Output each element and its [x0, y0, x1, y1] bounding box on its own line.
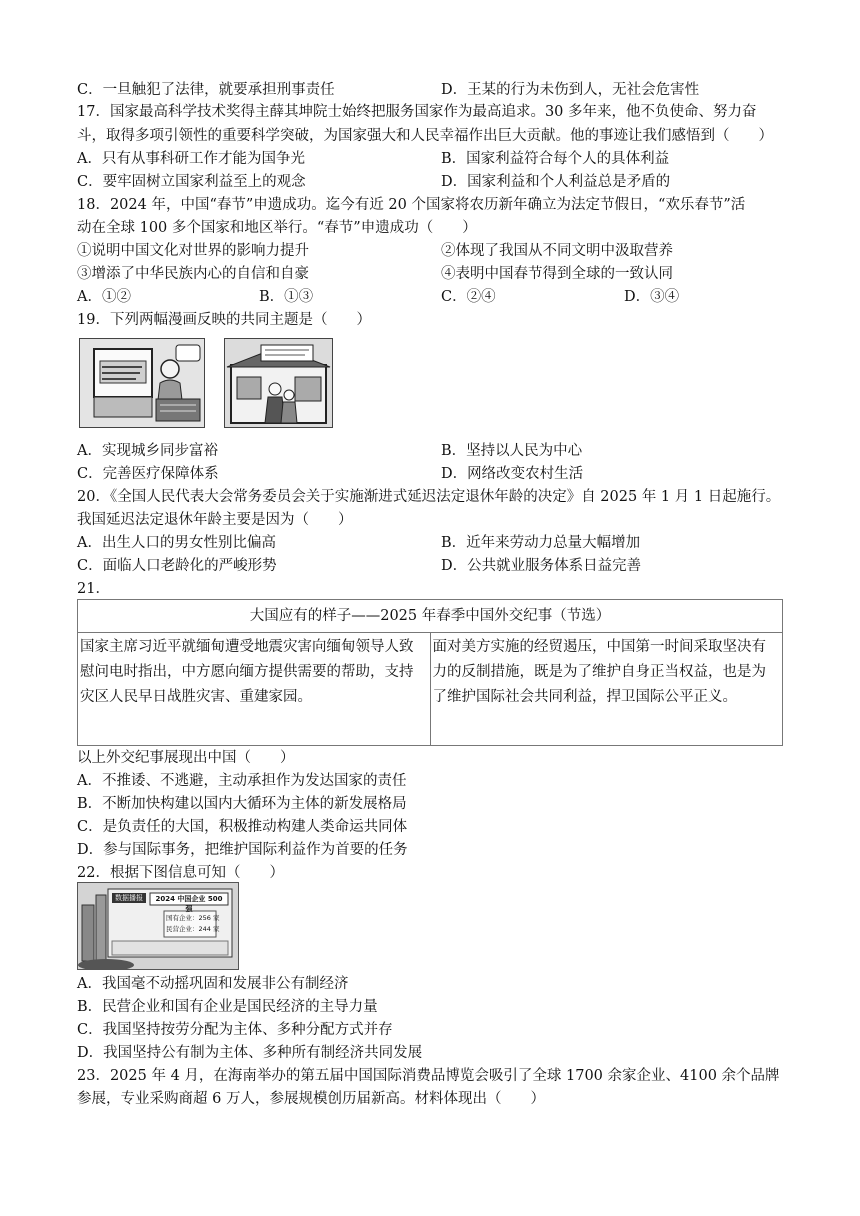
- q17-option-b: B．国家利益符合每个人的具体利益: [441, 151, 670, 167]
- q18-option-b: B．①③: [259, 289, 314, 305]
- cartoon-right-image: [224, 338, 333, 428]
- q18-item-4: ④表明中国春节得到全球的一致认同: [441, 266, 673, 282]
- q21-option-b: B．不断加快构建以国内大循环为主体的新发展格局: [77, 796, 407, 812]
- q17-stem-line1: 17．国家最高科学技术奖得主薛其坤院士始终把服务国家作为最高追求。30 多年来，他不负使命、努力奋: [77, 104, 757, 120]
- q19-stem: 19．下列两幅漫画反映的共同主题是（ ）: [77, 312, 371, 328]
- q21-stem: 以上外交纪事展现出中国（ ）: [77, 750, 295, 766]
- image-title: 2024 中国企业 500 强: [155, 895, 223, 913]
- table-cell-right: 面对美方实施的经贸遏压，中国第一时间采取坚决有力的反制措施，既是为了维护自身正当权益，也是为了维护国际社会共同利益，捍卫国际公平正义。: [430, 633, 783, 746]
- q18-item-3: ③增添了中华民族内心的自信和自豪: [77, 266, 309, 282]
- enterprise-500-image: [77, 882, 239, 970]
- table-cell-left: 国家主席习近平就缅甸遭受地震灾害向缅甸领导人致慰问电时指出，中方愿向缅方提供需要的帮助，支持灾区人民早日战胜灾害、重建家园。: [78, 633, 431, 746]
- q23-stem-line2: 参展，专业采购商超 6 万人，参展规模创历届新高。材料体现出（ ）: [77, 1091, 545, 1107]
- q21-option-c: C．是负责任的大国，积极推动构建人类命运共同体: [77, 819, 408, 835]
- q20-stem-line2: 我国延迟法定退休年龄主要是因为（ ）: [77, 512, 353, 528]
- q16-option-d: D．王某的行为未伤到人，无社会危害性: [441, 82, 700, 98]
- table-title: 大国应有的样子——2025 年春季中国外交纪事（节选）: [78, 600, 783, 633]
- q18-option-d: D．③④: [624, 289, 680, 305]
- q18-option-c: C．②④: [441, 289, 496, 305]
- q17-option-c: C．要牢固树立国家利益至上的观念: [77, 174, 306, 190]
- q18-option-a: A．①②: [77, 289, 131, 305]
- q19-option-d: D．网络改变农村生活: [441, 466, 584, 482]
- image-line-private: 民营企业：244 家: [166, 925, 220, 933]
- q20-stem-line1: 20．《全国人民代表大会常务委员会关于实施渐进式延迟法定退休年龄的决定》自 2025 年 1 月 1 日起施行。: [77, 489, 781, 505]
- q20-option-b: B．近年来劳动力总量大幅增加: [441, 535, 641, 551]
- q22-option-c: C．我国坚持按劳分配为主体、多种分配方式并存: [77, 1022, 393, 1038]
- q21-option-d: D．参与国际事务，把维护国际利益作为首要的任务: [77, 842, 408, 858]
- q19-option-b: B．坚持以人民为中心: [441, 443, 583, 459]
- diplomacy-record-table: [77, 599, 783, 746]
- q18-item-2: ②体现了我国从不同文明中汲取营养: [441, 243, 673, 259]
- image-line-state: 国有企业：256 家: [166, 914, 220, 922]
- q22-option-a: A．我国毫不动摇巩固和发展非公有制经济: [77, 976, 349, 992]
- q20-option-c: C．面临人口老龄化的严峻形势: [77, 558, 277, 574]
- q22-stem: 22．根据下图信息可知（ ）: [77, 865, 284, 881]
- q17-option-a: A．只有从事科研工作才能为国争光: [77, 151, 305, 167]
- q16-option-c: C．一旦触犯了法律，就要承担刑事责任: [77, 82, 335, 98]
- q23-stem-line1: 23．2025 年 4 月，在海南举办的第五届中国国际消费品博览会吸引了全球 1700 余家企业、4100 余个品牌: [77, 1068, 780, 1084]
- q22-option-b: B．民营企业和国有企业是国民经济的主导力量: [77, 999, 378, 1015]
- q20-option-d: D．公共就业服务体系日益完善: [441, 558, 642, 574]
- cartoon-left-image: [79, 338, 205, 428]
- q21-number: 21．: [77, 581, 110, 597]
- q21-option-a: A．不推诿、不逃避，主动承担作为发达国家的责任: [77, 773, 407, 789]
- q19-option-a: A．实现城乡同步富裕: [77, 443, 218, 459]
- q17-stem-line2: 斗，取得多项引领性的重要科学突破，为国家强大和人民幸福作出巨大贡献。他的事迹让我们感悟到（ ）: [77, 128, 773, 144]
- q18-stem-line2: 动在全球 100 多个国家和地区举行。“春节”申遗成功（ ）: [77, 220, 477, 236]
- q22-option-d: D．我国坚持公有制为主体、多种所有制经济共同发展: [77, 1045, 423, 1061]
- q17-option-d: D．国家利益和个人利益总是矛盾的: [441, 174, 671, 190]
- q18-item-1: ①说明中国文化对世界的影响力提升: [77, 243, 309, 259]
- q19-option-c: C．完善医疗保障体系: [77, 466, 219, 482]
- q18-stem-line1: 18．2024 年，中国“春节”申遗成功。迄今有近 20 个国家将农历新年确立为法定节假日，“欢乐春节”活: [77, 197, 746, 213]
- q20-option-a: A．出生人口的男女性别比偏高: [77, 535, 276, 551]
- image-tag: 数据播报: [115, 894, 143, 902]
